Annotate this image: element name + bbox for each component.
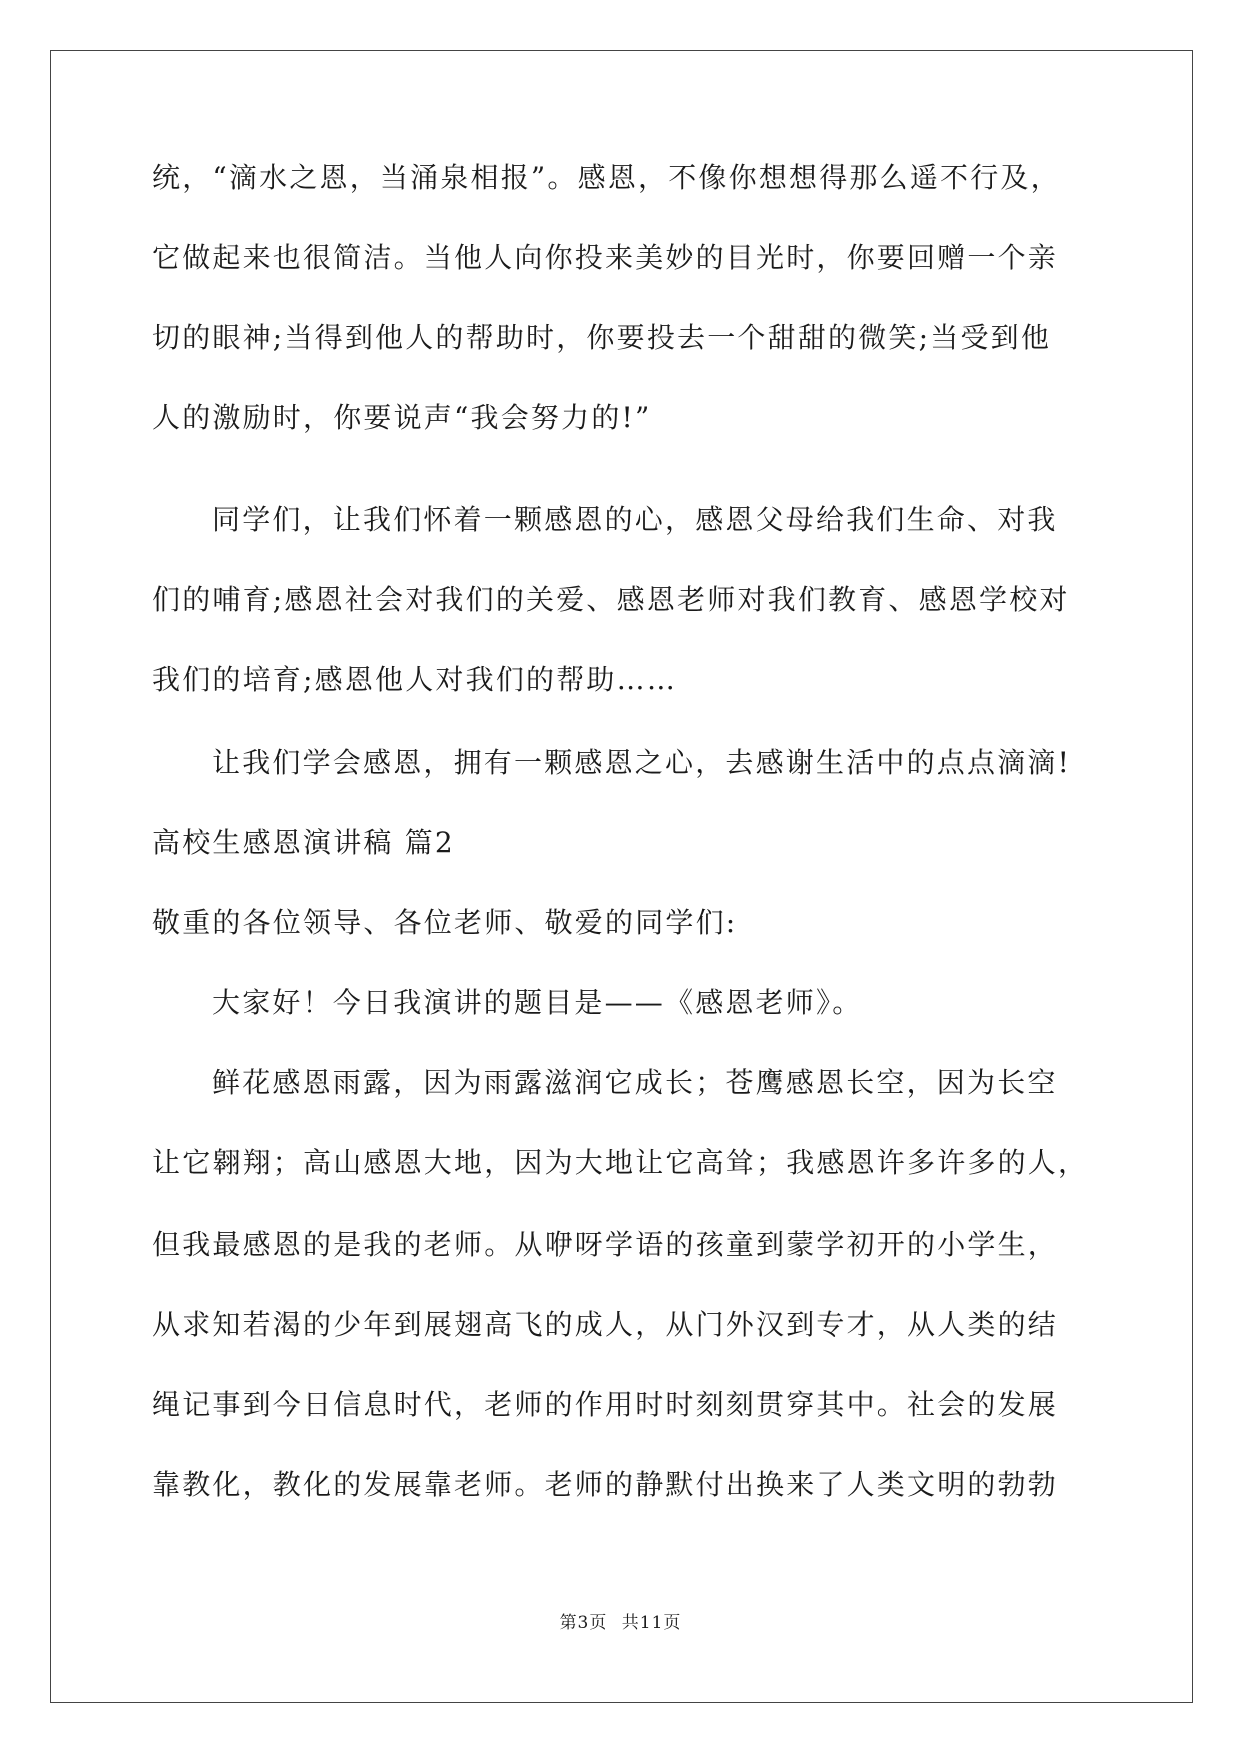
- page-number-total: 共11页: [621, 1613, 682, 1633]
- body-line-6: 们的哺育;感恩社会对我们的关爱、感恩老师对我们教育、感恩学校对: [152, 583, 1070, 616]
- body-line-4: 人的激励时，你要说声“我会努力的!”: [152, 401, 652, 434]
- body-line-12: 鲜花感恩雨露，因为雨露滋润它成长；苍鹰感恩长空，因为长空: [212, 1066, 1058, 1099]
- body-line-15: 从求知若渴的少年到展翅高飞的成人，从门外汉到专才，从人类的结: [152, 1308, 1059, 1341]
- body-line-3: 切的眼神;当得到他人的帮助时，你要投去一个甜甜的微笑;当受到他: [152, 321, 1052, 354]
- page-footer: [0, 1608, 1241, 1633]
- section-heading: 高校生感恩演讲稿 篇2: [152, 826, 455, 859]
- body-line-13: 让它翱翔；高山感恩大地，因为大地让它高耸；我感恩许多许多的人，: [152, 1146, 1089, 1179]
- body-line-17: 靠教化，教化的发展靠老师。老师的静默付出换来了人类文明的勃勃: [152, 1468, 1059, 1501]
- body-line-11: 大家好！今日我演讲的题目是——《感恩老师》。: [212, 986, 863, 1019]
- body-line-14: 但我最感恩的是我的老师。从咿呀学语的孩童到蒙学初开的小学生，: [152, 1228, 1059, 1261]
- body-line-2: 它做起来也很简洁。当他人向你投来美妙的目光时，你要回赠一个亲: [152, 241, 1059, 274]
- page-number-current: 第3页: [559, 1613, 608, 1633]
- body-line-16: 绳记事到今日信息时代，老师的作用时时刻刻贯穿其中。社会的发展: [152, 1388, 1059, 1421]
- page-border: [50, 50, 1193, 1703]
- salutation: 敬重的各位领导、各位老师、敬爱的同学们:: [152, 906, 738, 939]
- body-line-7: 我们的培育;感恩他人对我们的帮助……: [152, 663, 678, 696]
- body-line-8: 让我们学会感恩，拥有一颗感恩之心，去感谢生活中的点点滴滴!: [212, 746, 1072, 779]
- body-line-1: 统，“滴水之恩，当涌泉相报”。感恩，不像你想想得那么遥不行及，: [152, 161, 1061, 194]
- body-line-5: 同学们，让我们怀着一颗感恩的心，感恩父母给我们生命、对我: [212, 503, 1058, 536]
